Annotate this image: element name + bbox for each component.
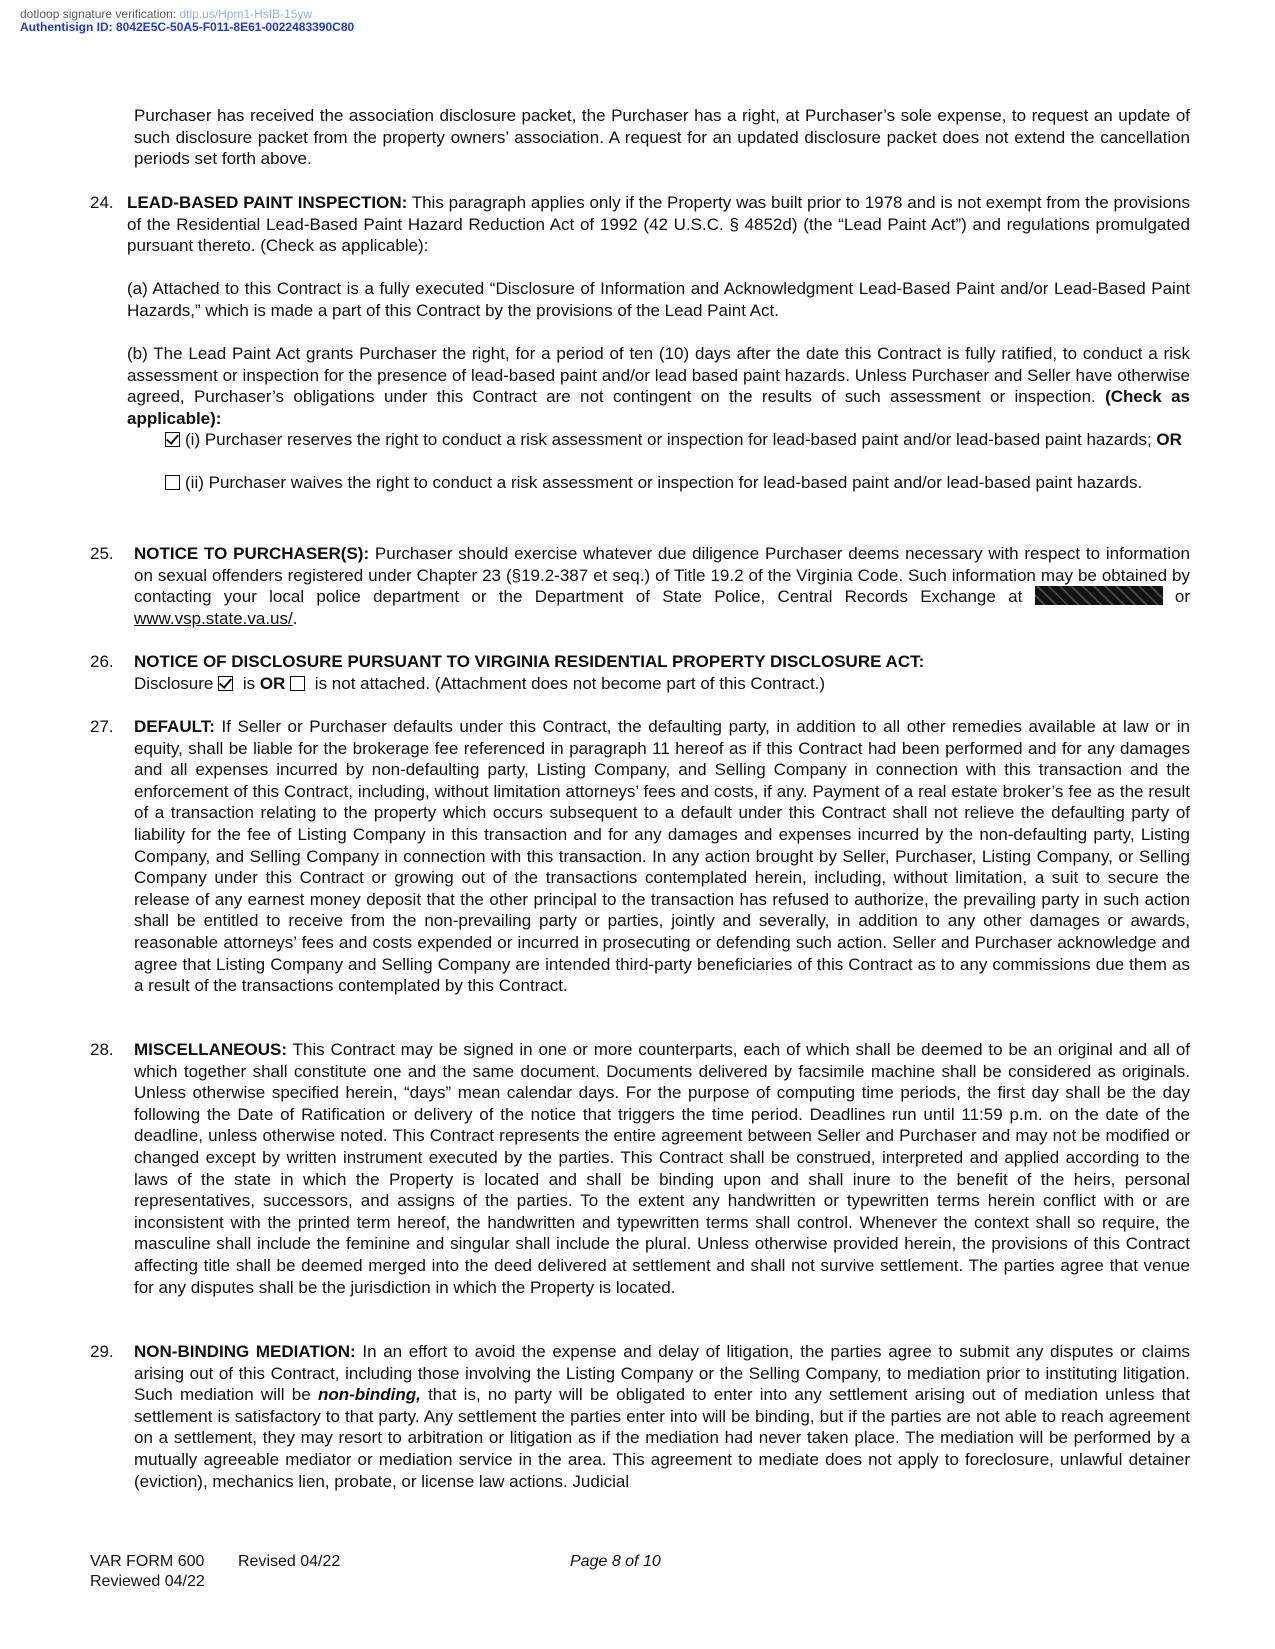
- paragraph-28-number: 28.: [90, 1040, 114, 1059]
- disclosure-not-attached: is not attached. (Attachment does not become part of this Contract.): [310, 673, 826, 693]
- paragraph-29-number: 29.: [90, 1342, 114, 1361]
- authentisign-id: Authentisign ID: 8042E5C-50A5-F011-8E61-0022483390C80: [20, 20, 355, 34]
- paragraph-28: [134, 1039, 1190, 1298]
- paragraph-24b-body: (b) The Lead Paint Act grants Purchaser the right, for a period of ten (10) days after the date this Contract is fully ratified, to conduct a risk assessment or inspection for the presence of lead-based paint and/or lead based paint hazards. Unless Purchaser and Seller have otherwise agreed, Purchaser’s obligations under this Contract are not contingent on the results of such assessment or inspection.: [127, 344, 1190, 407]
- paragraph-26-number: 26.: [90, 652, 114, 671]
- disclosure-not-attached-checkbox[interactable]: [290, 676, 305, 691]
- paragraph-24b-check: (Check as applicable):: [127, 387, 1190, 428]
- footer-revised: Revised 04/22: [238, 1553, 341, 1570]
- paragraph-24: [127, 192, 1190, 257]
- option-ii-checkbox[interactable]: [165, 475, 180, 490]
- disclosure-is: is: [238, 673, 260, 693]
- paragraph-25-body: Purchaser should exercise whatever due diligence Purchaser deems necessary with respect to information on sexual offenders registered under Chapter 23 (§19.2-387 et seq.) of Title 19.2 of the Virginia Code. Such information may be obtained by contacting your local police department or the Department of State Police, Central Records Exchange at: [134, 544, 1190, 607]
- paragraph-25: [134, 543, 1190, 629]
- paragraph-27: [134, 716, 1190, 997]
- paragraph-24b: [127, 343, 1190, 429]
- paragraph-25-number: 25.: [90, 544, 114, 563]
- option-i-text: (i) Purchaser reserves the right to conduct a risk assessment or inspection for lead-based paint and/or lead-based paint hazards;: [185, 430, 1157, 449]
- paragraph-28-body: This Contract may be signed in one or more counterparts, each of which shall be deemed to be an original and all of which together shall constitute one and the same document. Documents delivered by facsimile machine shall be considered as originals. Unless otherwise specified herein, “days” mean calendar days. For the purpose of computing time periods, the first day shall be the day following the Date of Ratification or delivery of the notice that triggers the time period. Deadlines run until 11:59 p.m. on the date of the deadline, unless otherwise noted. This Contract represents the entire agreement between Seller and Purchaser and may not be modified or changed except by written instrument executed by the parties. This Contract shall be construed, interpreted and applied according to the laws of the state in which the Property is located and shall be binding upon and shall inure to the benefit of the heirs, personal representatives, successors, and assigns of the parties. To the extent any handwritten or typewritten terms herein conflict with or are inconsistent with the printed term hereof, the handwritten and typewritten terms shall control. Whenever the context shall so require, the masculine shall include the feminine and singular shall include the plural. Unless otherwise provided herein, the provisions of this Contract affecting title shall be deemed merged into the deed delivered at settlement and shall not survive settlement. The parties agree that venue for any disputes shall be the jurisdiction in which the Property is located.: [134, 1040, 1190, 1297]
- paragraph-25-end: .: [292, 608, 298, 628]
- verification-header: [20, 8, 354, 34]
- paragraph-29-title: NON-BINDING MEDIATION:: [134, 1342, 356, 1361]
- option-or: OR: [1156, 430, 1182, 449]
- verification-link[interactable]: dtlp.us/Hpm1-HsIB-15yw: [179, 7, 313, 21]
- disclosure-attached-checkbox[interactable]: [218, 676, 233, 691]
- paragraph-24b-option-i: [165, 429, 1190, 451]
- paragraph-25-or: or: [1162, 587, 1190, 607]
- paragraph-29-body-1: In an effort to avoid the expense and delay of litigation, the parties agree to submit any disputes or claims arising out of this Contract, including those involving the Listing Company or the Selling Company, to mediation prior to instituting litigation. Such mediation will be: [134, 1342, 1190, 1405]
- paragraph-23-continuation: Purchaser has received the association disclosure packet, the Purchaser has a right, at Purchaser’s sole expense, to request an update of such disclosure packet from the property owners’ association. A request for an updated disclosure packet does not extend the cancellation periods set forth above.: [134, 106, 1190, 169]
- footer-form: VAR FORM 600: [90, 1553, 205, 1570]
- paragraph-27-body: If Seller or Purchaser defaults under this Contract, the defaulting party, in addition to all other remedies available at law or in equity, shall be liable for the brokerage fee referenced in paragraph 11 hereof as if this Contract had been performed and for any damages and all expenses incurred by non-defaulting party, Listing Company, and Selling Company in connection with this transaction and the enforcement of this Contract, including, without limitation attorneys’ fees and costs, if any. Payment of a real estate broker’s fee as the result of a transaction relating to the property which occurs subsequent to a default under this Contract shall not relieve the defaulting party of liability for the fee of Listing Company in this transaction and for any damages and expenses incurred by the non-defaulting party, Listing Company, and Selling Company in connection with this transaction. In any action brought by Seller, Purchaser, Listing Company, or Selling Company under this Contract or growing out of the transactions contemplated herein, including, without limitation, a suit to secure the release of any earnest money deposit that the other principal to the transaction has refused to authorize, the prevailing party in such action shall be entitled to receive from the non-prevailing party or parties, jointly and severally, in addition to any other damages or awards, reasonable attorneys’ fees and costs expended or incurred in prosecuting or defending such action. Seller and Purchaser acknowledge and agree that Listing Company and Selling Company are intended third-party beneficiaries of this Contract as to any commissions due them as a result of the transactions contemplated by this Contract.: [134, 717, 1190, 996]
- option-i-checkbox[interactable]: [165, 432, 180, 447]
- footer-reviewed: Reviewed 04/22: [90, 1573, 205, 1590]
- paragraph-24-body: This paragraph applies only if the Property was built prior to 1978 and is not exempt from the provisions of the Residential Lead-Based Paint Hazard Reduction Act of 1992 (42 U.S.C. § 4852d) (the “Lead Paint Act”) and regulations promulgated pursuant thereto. (Check as applicable):: [127, 193, 1190, 256]
- paragraph-29: [134, 1341, 1190, 1492]
- paragraph-26: [134, 651, 1190, 694]
- disclosure-or: OR: [259, 673, 286, 693]
- paragraph-24b-option-ii: [165, 472, 1190, 494]
- paragraph-29-body-2: that is, no party will be obligated to enter into any settlement arising out of mediation unless that settlement is satisfactory to that party. Any settlement the parties enter into will be binding, but if the parties are not able to reach agreement on a settlement, they may resort to arbitration or litigation as if the mediation had never taken place. The mediation will be performed by a mutually agreeable mediator or mediation service in the area. This agreement to mediate does not apply to foreclosure, unlawful detainer (eviction), mechanics lien, probate, or license law actions. Judicial: [134, 1385, 1190, 1491]
- vsp-link[interactable]: www.vsp.state.va.us/: [134, 608, 293, 628]
- paragraph-27-number: 27.: [90, 717, 114, 736]
- verification-label: dotloop signature verification:: [20, 7, 177, 21]
- paragraph-29-emphasis: non-binding,: [317, 1385, 421, 1405]
- paragraph-24a: (a) Attached to this Contract is a fully executed “Disclosure of Information and Acknowledgment Lead-Based Paint and/or Lead-Based Paint Hazards,” which is made a part of this Contract by the provisions of the Lead Paint Act.: [127, 279, 1190, 320]
- paragraph-27-title: DEFAULT:: [134, 717, 215, 736]
- paragraph-24-title: LEAD-BASED PAINT INSPECTION:: [127, 193, 408, 212]
- paragraph-28-title: MISCELLANEOUS:: [134, 1040, 287, 1059]
- paragraph-25-title: NOTICE TO PURCHASER(S):: [134, 544, 370, 563]
- redacted-link: [1035, 586, 1163, 605]
- disclosure-label: Disclosure: [134, 673, 219, 693]
- paragraph-26-title: NOTICE OF DISCLOSURE PURSUANT TO VIRGINIA RESIDENTIAL PROPERTY DISCLOSURE ACT:: [134, 652, 925, 671]
- option-ii-text: (ii) Purchaser waives the right to conduct a risk assessment or inspection for lead-based paint and/or lead-based paint hazards.: [185, 473, 1143, 492]
- paragraph-24-number: 24.: [90, 193, 114, 212]
- footer-page-number: Page 8 of 10: [570, 1553, 661, 1570]
